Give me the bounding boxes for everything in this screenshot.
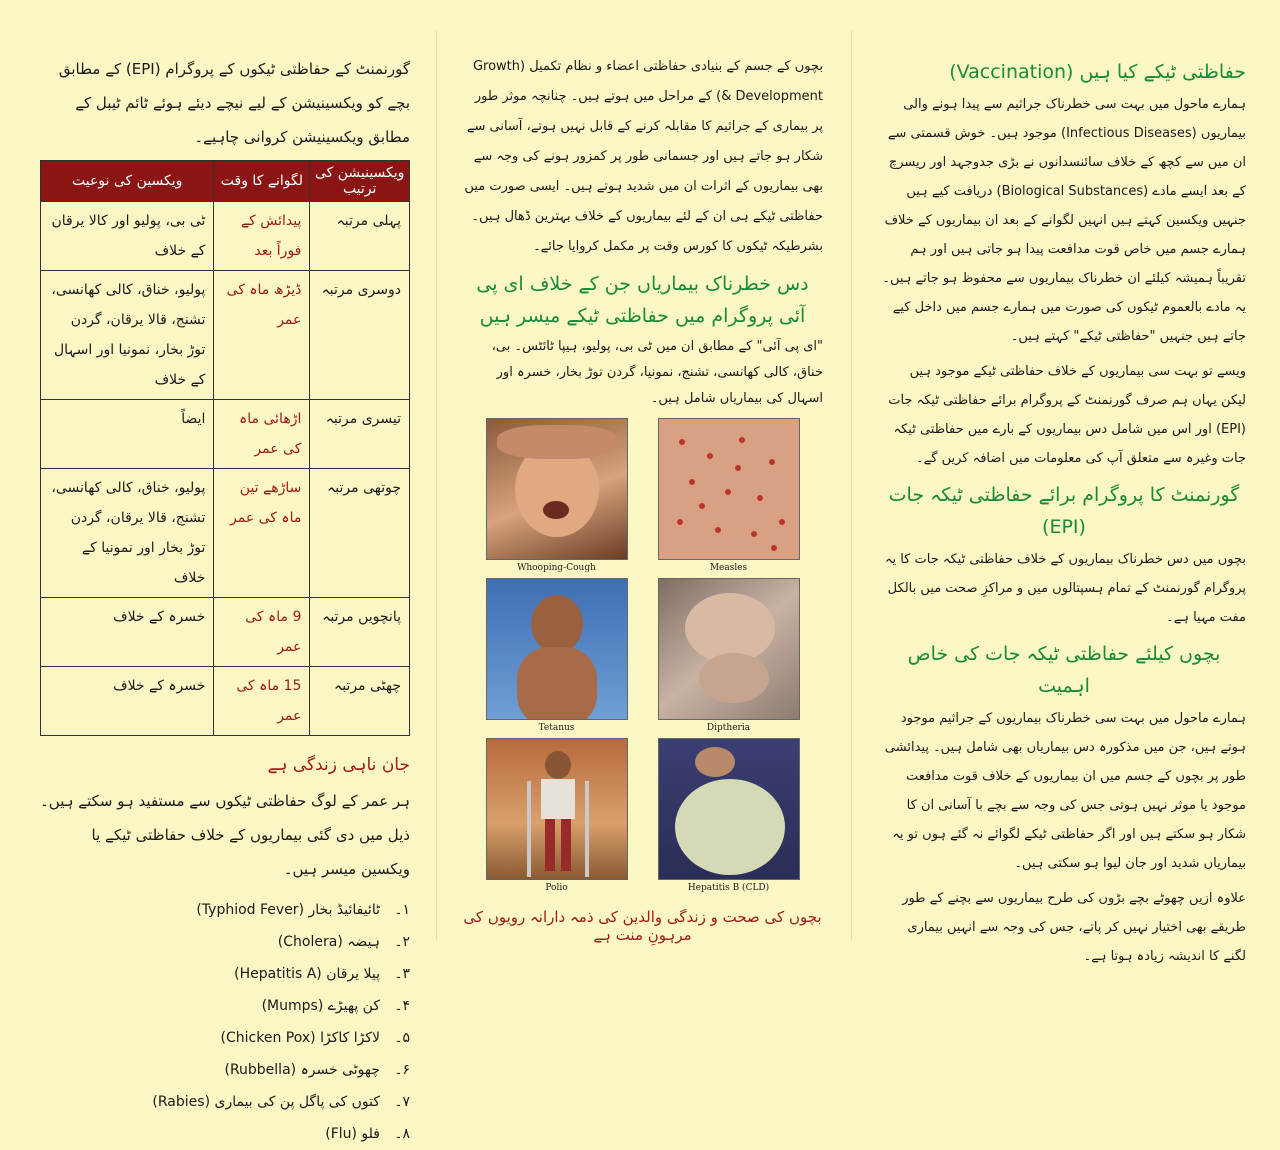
cell-time: 9 ماہ کی عمر (214, 598, 310, 667)
table-row (41, 667, 410, 736)
list-number: ۵۔ (394, 1030, 410, 1046)
cell-type: ایضاً (41, 400, 214, 469)
photo-polio (482, 738, 632, 898)
right-panel (858, 0, 1280, 967)
footer-slogan: بچوں کی صحت و زندگی والدین کی ذمہ دارانہ رویوں کی مرہونِ منت ہے (463, 908, 822, 944)
photo-caption: Hepatitis B (CLD) (687, 883, 770, 893)
photo-caption: Measles (709, 563, 748, 573)
cell-time: ڈیڑھ ماہ کی عمر (214, 271, 310, 400)
child-photo-icon (486, 418, 628, 560)
photo-tetanus (482, 578, 632, 738)
photo-caption: Whooping-Cough (517, 563, 596, 573)
list-item (40, 990, 410, 1022)
cell-time: پیدائش کے فوراً بعد (214, 202, 310, 271)
cell-order: پہلی مرتبہ (310, 202, 410, 271)
table-row (41, 271, 410, 400)
list-text: کن پھیڑے (Mumps) (261, 998, 380, 1014)
left-panel (0, 0, 430, 1142)
list-item (40, 1022, 410, 1054)
list-item (40, 1054, 410, 1086)
epi-program-heading: گورنمنٹ کا پروگرام برائے حفاظتی ٹیکہ جات (EPI) (888, 484, 1240, 538)
photo-hepatitis-b (654, 738, 804, 898)
swollen-abdomen-photo-icon (658, 738, 800, 880)
middle-panel (440, 0, 845, 967)
cell-order: دوسری مرتبہ (310, 271, 410, 400)
cell-time: ساڑھے تین ماہ کی عمر (214, 469, 310, 598)
importance-text: ہمارے ماحول میں بہت سی خطرناک بیماریوں کے جراثیم موجود ہوتے ہیں، جن میں مذکورہ دس بیماریاں بھی شامل ہیں۔ پیدائشی طور پر بچوں کے جسم میں ان بیماریوں کے خلاف قوت مدافعت موجود یا موثر نہیں ہوتی جس کی وجہ سے بچے با آسانی ان کا شکار ہو سکتے ہیں اور اگر حفاظتی ٹیکے لگوائے نہ گئے ہوں تو یہ بیماریاں شدید اور جان لیوا ہو سکتی ہیں۔ (884, 711, 1246, 871)
importance-heading: بچوں کیلئے حفاظتی ٹیکہ جات کی خاص اہمیت (907, 643, 1221, 697)
list-number: ۷۔ (394, 1094, 410, 1110)
list-text: کتوں کی پاگل پن کی بیماری (Rabies) (152, 1094, 380, 1110)
cell-order: چوتھی مرتبہ (310, 469, 410, 598)
child-crutches-photo-icon (486, 738, 628, 880)
list-text: فلو (Flu) (325, 1126, 380, 1142)
photo-diptheria (654, 578, 804, 738)
growth-intro: بچوں کے جسم کے بنیادی حفاظتی اعضاء و نظام تکمیل (Growth & Development) کے مراحل میں ہوتے ہیں۔ چنانچہ موثر طور پر بیماری کے جراثیم کا مقابلہ کرنے کے قابل نہیں ہوتے، آسانی سے شکار ہو جاتے ہیں اور جسمانی طور پر کمزور ہونے کی وجہ سے بھی بیماریوں کے اثرات ان میں شدید ہوتے ہیں۔ ایسی صورت میں حفاظتی ٹیکے ہی ان کے لئے بیماریوں کے خلاف بہترین ڈھال ہیں۔ بشرطیکہ ٹیکوں کا کورس وقت پر مکمل کروایا جائے۔ (464, 59, 823, 254)
photo-caption: Tetanus (538, 723, 575, 733)
cell-order: چھٹی مرتبہ (310, 667, 410, 736)
cell-order: پانچویں مرتبہ (310, 598, 410, 667)
divider-right (851, 30, 852, 940)
photo-whooping-cough (482, 418, 632, 578)
list-number: ۳۔ (394, 966, 410, 982)
life-text: ہر عمر کے لوگ حفاظتی ٹیکوں سے مستفید ہو سکتے ہیں۔ ذیل میں دی گئی بیماریوں کے خلاف حفاظتی ٹیکے یا ویکسین میسر ہیں۔ (40, 792, 410, 878)
vaccination-text: ہمارے ماحول میں بہت سی خطرناک جراثیم سے پیدا ہونے والی بیماریوں (Infectious Diseases) موجود ہیں۔ خوش قسمتی سے ان میں سے کچھ کے خلاف سائنسدانوں نے بڑی جدوجہد اور ریسرچ کے بعد ایسے مادے (Biological Substances) دریافت کیے ہیں جنہیں ویکسین کہتے ہیں انہیں لگوانے کے بعد ان بیماریوں کے خلاف ہمارے جسم میں خاص قوت مدافعت پیدا ہو جاتی ہیں اور ہم تقریباً ہمیشہ کیلئے ان خطرناک بیماریوں سے محفوظ ہو جاتے ہیں۔ یہ مادے بالعموم ٹیکوں کی صورت میں ہمارے جسم میں داخل کیے جاتے ہیں جنہیں "حفاظتی ٹیکے" کہتے ہیں۔ (882, 97, 1246, 344)
list-number: ۶۔ (394, 1062, 410, 1078)
list-text: پیلا یرقان (Hepatitis A) (234, 966, 380, 982)
epi-diseases-text: "ای پی آئی" کے مطابق ان میں ٹی بی، پولیو، ہیپا ٹائٹس۔ بی، خناق، کالی کھانسی، تشنج، نمونیا، گردن توڑ بخار، خسرہ اور اسہال کی بیماریاں شامل ہیں۔ (491, 339, 823, 406)
list-number: ۴۔ (394, 998, 410, 1014)
table-row (41, 400, 410, 469)
cell-type: خسرہ کے خلاف (41, 598, 214, 667)
child-photo-icon (658, 578, 800, 720)
cell-type: خسرہ کے خلاف (41, 667, 214, 736)
list-item (40, 926, 410, 958)
epi-intro-text: ویسے تو بہت سی بیماریوں کے خلاف حفاظتی ٹیکے موجود ہیں لیکن یہاں ہم صرف گورنمنٹ کے پروگرام برائے حفاظتی ٹیکہ جات (EPI) اور اس میں شامل دس بیماریوں کے بارے میں حفاظتی ٹیکہ جات وغیرہ سے متعلق آپ کی معلومات میں اضافہ کریں گے۔ (888, 364, 1246, 466)
epi-diseases-heading: دس خطرناک بیماریاں جن کے خلاف ای پی آئی پروگرام میں حفاظتی ٹیکے میسر ہیں (476, 273, 809, 327)
list-text: ٹائیفائیڈ بخار (Typhiod Fever) (196, 902, 380, 918)
list-item (40, 894, 410, 926)
table-row (41, 469, 410, 598)
table-row (41, 202, 410, 271)
list-number: ۲۔ (394, 934, 410, 950)
disease-photo-grid (482, 418, 804, 898)
table-header-time: لگوانے کا وقت (214, 161, 310, 202)
cell-type: پولیو، خناق، کالی کھانسی، تشنج، قالا یرقان، گردن توڑ بخار اور نمونیا کے خلاف (41, 469, 214, 598)
list-item (40, 958, 410, 990)
divider-left (436, 30, 437, 940)
list-number: ۸۔ (394, 1126, 410, 1142)
cell-type: پولیو، خناق، کالی کھانسی، تشنج، قالا یرقان، گردن توڑ بخار، نمونیا اور اسہال کے خلاف (41, 271, 214, 400)
table-header-type: ویکسین کی نوعیت (41, 161, 214, 202)
list-item (40, 1086, 410, 1118)
child-photo-icon (486, 578, 628, 720)
epi-program-text: بچوں میں دس خطرناک بیماریوں کے خلاف حفاظتی ٹیکہ جات کا یہ پروگرام گورنمنٹ کے تمام ہسپتالوں میں و مراکزِ صحت میں بالکل مفت مہیا ہے۔ (884, 552, 1246, 625)
cell-time: اڑھائی ماہ کی عمر (214, 400, 310, 469)
table-header-order: ویکسینیشن کی ترتیب (310, 161, 410, 202)
list-text: ہیضہ (Cholera) (277, 934, 380, 950)
schedule-intro: گورنمنٹ کے حفاظتی ٹیکوں کے پروگرام (EPI) کے مطابق بچے کو ویکسینیشن کے لیے نیچے دیئے ہوئے ٹائم ٹیبل کے مطابق ویکسینیشن کروانی چاہیے۔ (58, 60, 410, 146)
vaccination-schedule-table (40, 160, 410, 736)
photo-caption: Polio (545, 883, 568, 893)
list-text: لاکڑا کاکڑا (Chicken Pox) (220, 1030, 380, 1046)
disease-list (40, 894, 410, 1150)
list-text: چھوٹی خسرہ (Rubbella) (224, 1062, 380, 1078)
photo-measles (654, 418, 804, 578)
additional-text: علاوہ ازیں چھوٹے بچے بڑوں کی طرح بیماریوں سے بچنے کے طور طریقے بھی اختیار نہیں کر پاتے، جس کی وجہ سے انہیں بیماری لگنے کا اندیشہ زیادہ ہوتا ہے۔ (902, 891, 1246, 964)
cell-time: 15 ماہ کی عمر (214, 667, 310, 736)
life-heading: جان ناہی زندگی ہے (267, 755, 410, 775)
vaccination-heading: حفاظتی ٹیکے کیا ہیں (Vaccination) (949, 61, 1246, 83)
list-item (40, 1118, 410, 1150)
rash-back-photo-icon (658, 418, 800, 560)
cell-type: ٹی بی، پولیو اور کالا یرقان کے خلاف (41, 202, 214, 271)
table-row (41, 598, 410, 667)
list-number: ۱۔ (394, 902, 410, 918)
cell-order: تیسری مرتبہ (310, 400, 410, 469)
photo-caption: Diptheria (706, 723, 751, 733)
